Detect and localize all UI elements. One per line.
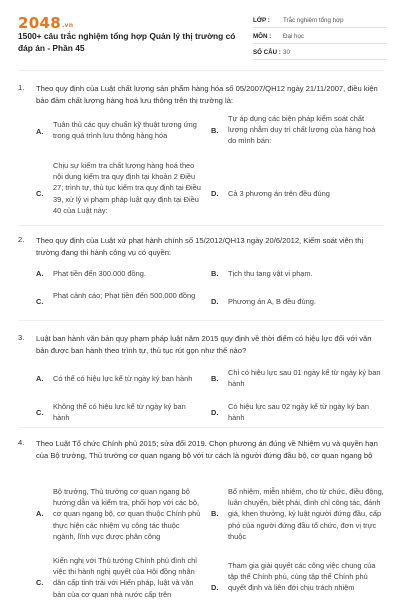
option-letter: D.	[211, 297, 219, 306]
option-letter: D.	[211, 583, 219, 592]
meta-key: MÔN :	[253, 33, 272, 40]
option-text: Bổ nhiệm, miễn nhiệm, cho từ chức, điều động, luân chuyển, biệt phái, đình chỉ công tác, đánh giá, khen thưởng, kỷ luật người đứng đầu, cấp phó của người đứng đầu tổ chức, đơn vị trực thuộc	[228, 487, 384, 541]
meta-key: LỚP :	[253, 17, 270, 24]
option-text: Tham gia giải quyết các công việc chung của tập thể Chính phủ, cùng tập thể Chính phủ quyết định và liên đới chịu trách nhiệm	[228, 561, 376, 593]
meta-value: 30	[283, 49, 290, 56]
option-text: Có hiệu lực sau 02 ngày kể từ ngày ký ban hành	[228, 402, 369, 423]
meta-row-class	[253, 12, 387, 28]
header-divider	[18, 70, 384, 71]
option-letter: C.	[36, 408, 44, 417]
option-text: Có thể có hiệu lực kể từ ngày ký ban hành	[53, 374, 193, 383]
option-text: Bộ trưởng, Thủ trưởng cơ quan ngang bộ hướng dẫn và kiểm tra, phối hợp với các bộ, cơ quan ngang bộ, cơ quan thuộc Chính phủ thực hiện các nhiệm vụ công tác thuộc ngành, lĩnh vực được phân công	[53, 487, 201, 541]
option-letter: B.	[211, 126, 219, 135]
option-text: Không thể có hiệu lực kể từ ngày ký ban hành	[53, 402, 186, 423]
option-text: Cả 3 phương án trên đều đúng	[228, 189, 330, 198]
option-text: Tự áp dụng các biện pháp kiểm soát chất lượng nhằm duy trì chất lượng của hàng hoá do mình bán:	[228, 114, 376, 146]
option-text: Tịch thu tang vật vi phạm.	[228, 269, 313, 278]
option-letter: B.	[211, 374, 219, 383]
option-text: Kiến nghị với Thủ tướng Chính phủ đình chỉ việc thi hành nghị quyết của Hội đồng nhân dân cấp tỉnh trái với Hiến pháp, luật và văn bản của cơ quan nhà nước cấp trên	[53, 556, 197, 599]
meta-row-subject	[253, 28, 387, 44]
meta-key: SỐ CÂU :	[253, 49, 281, 56]
option-letter: A.	[36, 374, 44, 383]
meta-value: Đại học	[283, 33, 304, 40]
document-meta	[253, 12, 387, 60]
option-letter: C.	[36, 297, 44, 306]
option-text: Phạt tiền đến 300.000 đồng.	[53, 269, 146, 278]
option-letter: B.	[211, 269, 219, 278]
question-number: 2.	[18, 235, 25, 244]
option-letter: A.	[36, 509, 44, 518]
question-text: Luật ban hành văn bản quy phạm pháp luật năm 2015 quy định về thời điểm có hiệu lực đối với văn bản được ban hành theo trình tự, thủ tục rút gọn như thế nào?	[36, 334, 372, 355]
option-letter: A.	[36, 269, 44, 278]
option-text: Tuân thủ các quy chuẩn kỹ thuật tương ứng trong quá trình lưu thông hàng hóa	[53, 120, 197, 141]
question-text: Theo Luật Tổ chức Chính phủ 2015; sửa đổi 2019. Chọn phương án đúng về Nhiệm vụ và quyền hạn của Bộ trưởng, Thủ trưởng cơ quan ngang bộ với tư cách là người đứng đầu bộ, cơ quan ngang bộ	[36, 439, 378, 460]
question-divider	[18, 225, 384, 226]
option-letter: C.	[36, 578, 44, 587]
site-logo[interactable]: 2048.vn	[18, 14, 74, 32]
page-title: 1500+ câu trắc nghiệm tổng hợp Quản lý thị trường có đáp án - Phần 45	[18, 31, 236, 53]
option-text: Phạt cảnh cáo; Phạt tiền đến 500.000 đồng	[53, 291, 196, 300]
question-divider	[18, 320, 384, 321]
meta-value: Trắc nghiệm tổng hợp	[283, 17, 344, 24]
question-divider	[18, 427, 384, 428]
option-text: Phương án A, B đều đúng.	[228, 297, 316, 306]
option-letter: C.	[36, 189, 44, 198]
option-text: Chỉ có hiệu lực sau 01 ngày kể từ ngày ký ban hành	[228, 368, 381, 389]
question-number: 3.	[18, 333, 25, 342]
option-letter: D.	[211, 408, 219, 417]
question-number: 1.	[18, 83, 25, 92]
page-header	[0, 0, 400, 68]
question-text: Theo quy định của Luật chất lượng sản phẩm hàng hóa số 05/2007/QH12 ngày 21/11/2007, điều kiện bảo đảm chất lượng hàng hoá lưu thông trên thị trường là:	[36, 84, 378, 105]
question-number: 4.	[18, 438, 25, 447]
option-text: Chịu sự kiểm tra chất lượng hàng hoá theo nội dung kiểm tra quy định tại khoản 2 Điều 27; trình tự, thủ tục kiểm tra quy định tại Điều 39, xử lý vi phạm pháp luật quy định tại Điều 40 của Luật này:	[53, 161, 201, 215]
option-letter: A.	[36, 127, 44, 136]
option-letter: D.	[211, 189, 219, 198]
meta-row-count	[253, 44, 387, 60]
option-letter: B.	[211, 509, 219, 518]
question-text: Theo quy định của Luật xử phạt hành chính số 15/2012/QH13 ngày 20/6/2012, Kiểm soát viên thị trường đang thi hành công vụ có quyền:	[36, 236, 364, 257]
